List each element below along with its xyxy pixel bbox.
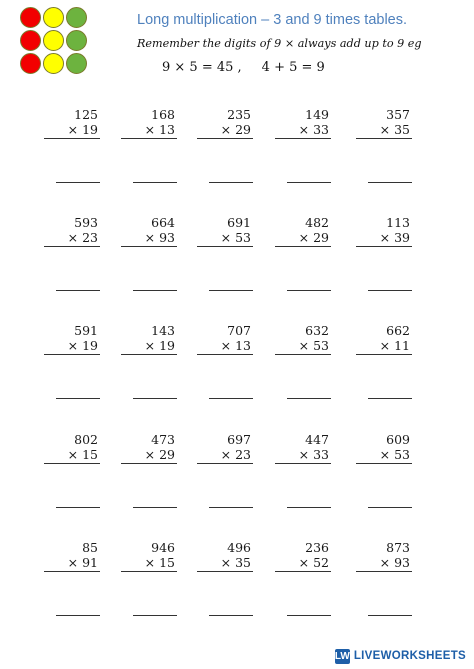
problem-rule	[121, 354, 177, 355]
answer-input[interactable]	[56, 290, 100, 291]
multiplicand: 707	[227, 323, 251, 338]
problem-rule	[44, 571, 100, 572]
multiplication-problem	[275, 215, 331, 247]
answer-input[interactable]	[133, 398, 177, 399]
example-left: 9 × 5 = 45 ,	[162, 60, 242, 75]
multiplicand: 235	[227, 107, 251, 122]
answer-input[interactable]	[56, 398, 100, 399]
problem-rule	[356, 463, 412, 464]
problem-rule	[197, 246, 253, 247]
multiplicand: 873	[386, 540, 410, 555]
problem-rule	[44, 246, 100, 247]
multiplicand: 357	[386, 107, 410, 122]
multiplicand: 632	[305, 323, 329, 338]
multiplication-problem	[275, 432, 331, 464]
multiplier: × 53	[298, 338, 329, 353]
problem-rule	[197, 354, 253, 355]
multiplier: × 39	[379, 230, 410, 245]
multiplicand: 143	[151, 323, 175, 338]
problem-rule	[197, 138, 253, 139]
multiplicand: 113	[386, 215, 410, 230]
problem-rule	[356, 571, 412, 572]
answer-input[interactable]	[133, 507, 177, 508]
problem-rule	[356, 246, 412, 247]
multiplicand: 168	[151, 107, 175, 122]
multiplier: × 11	[379, 338, 410, 353]
answer-input[interactable]	[287, 398, 331, 399]
problem-rule	[275, 138, 331, 139]
page-title: Long multiplication – 3 and 9 times tables.	[137, 12, 408, 28]
multiplier: × 19	[144, 338, 175, 353]
multiplier: × 29	[144, 447, 175, 462]
multiplication-problem	[356, 215, 412, 247]
multiplier: × 13	[220, 338, 251, 353]
multiplicand: 591	[74, 323, 98, 338]
problem-rule	[275, 246, 331, 247]
liveworksheets-logo-icon: LW	[334, 650, 350, 662]
multiplication-problem	[121, 540, 177, 572]
multiplicand: 236	[305, 540, 329, 555]
liveworksheets-logo-text: LIVEWORKSHEETS	[353, 650, 466, 662]
answer-input[interactable]	[133, 182, 177, 183]
problem-rule	[197, 463, 253, 464]
multiplicand: 593	[74, 215, 98, 230]
multiplication-problem	[356, 107, 412, 139]
multiplier: × 53	[379, 447, 410, 462]
answer-input[interactable]	[56, 615, 100, 616]
answer-input[interactable]	[133, 615, 177, 616]
problem-rule	[356, 354, 412, 355]
multiplication-problem	[44, 432, 100, 464]
multiplier: × 35	[379, 122, 410, 137]
multiplicand: 482	[305, 215, 329, 230]
multiplication-problem	[275, 107, 331, 139]
multiplication-problem	[197, 432, 253, 464]
multiplier: × 91	[67, 555, 98, 570]
multiplicand: 447	[305, 432, 329, 447]
multiplicand: 473	[151, 432, 175, 447]
problem-rule	[197, 571, 253, 572]
example-right: 4 + 5 = 9	[261, 60, 325, 75]
problem-rule	[44, 354, 100, 355]
multiplication-problem	[197, 107, 253, 139]
multiplier: × 93	[144, 230, 175, 245]
answer-input[interactable]	[209, 398, 253, 399]
multiplier: × 19	[67, 122, 98, 137]
multiplier: × 33	[298, 122, 329, 137]
multiplicand: 664	[151, 215, 175, 230]
multiplicand: 802	[74, 432, 98, 447]
multiplication-problem	[121, 323, 177, 355]
multiplicand: 85	[82, 540, 98, 555]
answer-input[interactable]	[368, 182, 412, 183]
problem-rule	[121, 138, 177, 139]
multiplication-problem	[121, 432, 177, 464]
multiplication-problem	[44, 540, 100, 572]
multiplier: × 15	[144, 555, 175, 570]
multiplier: × 53	[220, 230, 251, 245]
answer-input[interactable]	[368, 398, 412, 399]
multiplication-problem	[275, 323, 331, 355]
multiplicand: 149	[305, 107, 329, 122]
multiplier: × 23	[220, 447, 251, 462]
problem-rule	[275, 463, 331, 464]
multiplicand: 496	[227, 540, 251, 555]
multiplier: × 19	[67, 338, 98, 353]
multiplication-problem	[121, 215, 177, 247]
multiplication-problem	[44, 107, 100, 139]
multiplier: × 35	[220, 555, 251, 570]
answer-input[interactable]	[56, 507, 100, 508]
multiplication-problem	[197, 323, 253, 355]
multiplication-problem	[44, 215, 100, 247]
multiplicand: 662	[386, 323, 410, 338]
answer-input[interactable]	[209, 290, 253, 291]
answer-input[interactable]	[287, 182, 331, 183]
multiplier: × 93	[379, 555, 410, 570]
multiplier: × 15	[67, 447, 98, 462]
multiplier: × 23	[67, 230, 98, 245]
answer-input[interactable]	[368, 507, 412, 508]
multiplication-problem	[356, 540, 412, 572]
answer-input[interactable]	[133, 290, 177, 291]
multiplication-problem	[121, 107, 177, 139]
multiplicand: 697	[227, 432, 251, 447]
answer-input[interactable]	[287, 507, 331, 508]
answer-input[interactable]	[287, 290, 331, 291]
answer-input[interactable]	[368, 290, 412, 291]
problem-rule	[121, 246, 177, 247]
multiplication-problem	[275, 540, 331, 572]
multiplier: × 33	[298, 447, 329, 462]
multiplier: × 29	[298, 230, 329, 245]
page-subtitle: Remember the digits of 9 × always add up to 9 eg	[137, 37, 422, 50]
multiplier: × 52	[298, 555, 329, 570]
multiplication-problem	[356, 432, 412, 464]
multiplicand: 691	[227, 215, 251, 230]
problem-rule	[44, 138, 100, 139]
answer-input[interactable]	[209, 182, 253, 183]
problem-rule	[356, 138, 412, 139]
answer-input[interactable]	[368, 615, 412, 616]
answer-input[interactable]	[209, 507, 253, 508]
problem-rule	[44, 463, 100, 464]
multiplier: × 13	[144, 122, 175, 137]
liveworksheets-brand	[335, 647, 466, 665]
multiplier: × 29	[220, 122, 251, 137]
multiplication-problem	[197, 540, 253, 572]
multiplicand: 946	[151, 540, 175, 555]
problem-rule	[121, 463, 177, 464]
answer-input[interactable]	[287, 615, 331, 616]
multiplication-problem	[197, 215, 253, 247]
multiplication-problem	[44, 323, 100, 355]
problem-rule	[121, 571, 177, 572]
problem-rule	[275, 571, 331, 572]
multiplicand: 125	[74, 107, 98, 122]
answer-input[interactable]	[209, 615, 253, 616]
multiplicand: 609	[386, 432, 410, 447]
answer-input[interactable]	[56, 182, 100, 183]
problem-rule	[275, 354, 331, 355]
multiplication-problem	[356, 323, 412, 355]
